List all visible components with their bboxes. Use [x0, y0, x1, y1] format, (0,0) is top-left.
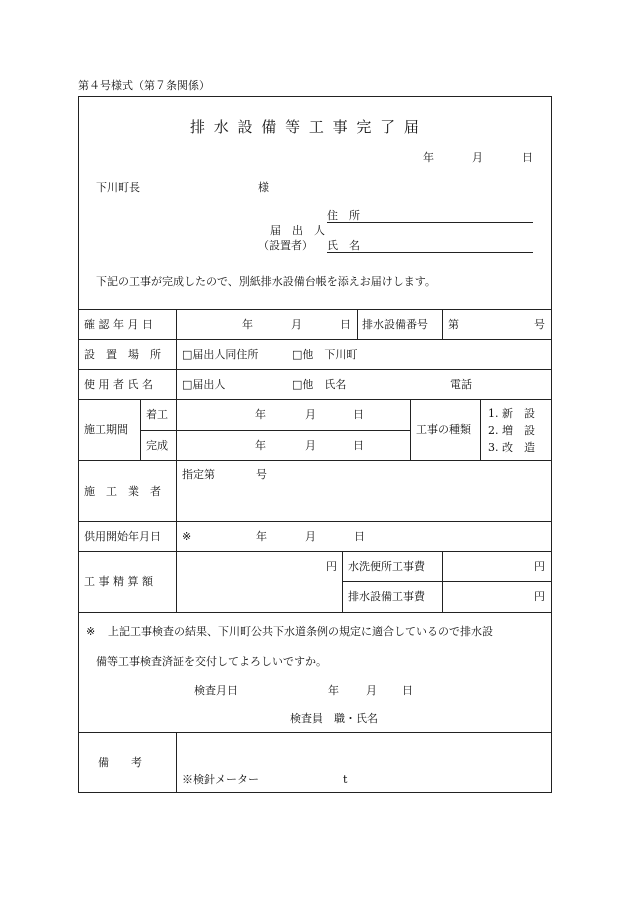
address-label: 住 所	[327, 209, 360, 222]
work-type-renovation[interactable]: 3. 改 造	[488, 441, 535, 454]
work-type-label: 工事の種類	[416, 423, 471, 436]
date-day-label: 日	[522, 151, 533, 164]
inspection-text-line1: 上記工事検査の結果、下川町公共下水道条例の規定に適合しているので排水設	[108, 625, 493, 638]
end-month-label[interactable]: 月	[305, 439, 316, 452]
installer-label: （設置者）	[258, 239, 313, 252]
start-label: 着工	[146, 408, 168, 421]
statement-text: 下記の工事が完成したので、別紙排水設備台帳を添えお届けします。	[96, 275, 436, 288]
confirm-month-label[interactable]: 月	[291, 318, 302, 331]
grid-line	[78, 369, 552, 370]
inspection-year[interactable]: 年	[328, 684, 339, 697]
end-year-label[interactable]: 年	[255, 439, 266, 452]
location-option-other[interactable]: □他 下川町	[292, 348, 358, 361]
drain-cost-label: 排水設備工事費	[348, 590, 425, 603]
name-label: 氏 名	[327, 239, 360, 252]
inspector-label[interactable]: 検査員 職・氏名	[290, 712, 378, 725]
contractor-label: 施 工 業 者	[84, 485, 161, 498]
end-day-label[interactable]: 日	[353, 439, 364, 452]
grid-line	[357, 309, 358, 339]
grid-line	[78, 339, 552, 340]
inspection-month[interactable]: 月	[366, 684, 377, 697]
grid-line	[78, 309, 552, 310]
cost-label: 工 事 精 算 額	[84, 575, 153, 588]
user-option-applicant[interactable]: □届出人	[182, 378, 226, 391]
inspection-day[interactable]: 日	[402, 684, 413, 697]
grid-line	[480, 399, 481, 460]
grid-line	[176, 732, 177, 793]
start-month-label[interactable]: 月	[305, 408, 316, 421]
name-field[interactable]	[327, 252, 533, 253]
addressee-name: 下川町長	[96, 181, 140, 194]
service-start-day[interactable]: 日	[354, 530, 365, 543]
remarks-label: 備 考	[98, 756, 142, 769]
applicant-label: 届 出 人	[270, 224, 325, 237]
inspection-text-line2: 備等工事検査済証を交付してよろしいですか。	[96, 655, 327, 668]
location-option-same-address[interactable]: □届出人同住所	[182, 348, 259, 361]
address-field[interactable]	[327, 222, 533, 223]
service-start-mark: ※	[182, 530, 192, 543]
designated-go-label: 号	[256, 468, 267, 481]
confirm-year-label[interactable]: 年	[242, 318, 253, 331]
grid-line	[78, 551, 552, 552]
drain-cost-yen[interactable]: 円	[534, 590, 545, 603]
date-year-label: 年	[423, 151, 434, 164]
number-dai-label[interactable]: 第	[448, 318, 459, 331]
addressee-honorific: 様	[258, 181, 269, 194]
start-day-label[interactable]: 日	[353, 408, 364, 421]
designated-label: 指定第	[182, 468, 215, 481]
start-year-label[interactable]: 年	[255, 408, 266, 421]
date-month-label: 月	[472, 151, 483, 164]
grid-line	[78, 732, 552, 733]
work-type-new[interactable]: 1. 新 設	[488, 407, 535, 420]
grid-line	[78, 460, 552, 461]
cost-yen[interactable]: 円	[326, 560, 337, 573]
service-start-label: 供用開始年月日	[84, 530, 161, 543]
end-label: 完成	[146, 439, 168, 452]
user-name-label: 使 用 者 氏 名	[84, 378, 153, 391]
user-option-other[interactable]: □他 氏名	[292, 378, 347, 391]
number-go-label: 号	[534, 318, 545, 331]
inspection-date-label: 検査月日	[194, 684, 238, 697]
grid-line	[442, 309, 443, 339]
flush-toilet-cost-label: 水洗便所工事費	[348, 560, 425, 573]
meter-unit: t	[343, 773, 348, 786]
grid-line	[410, 399, 411, 460]
service-start-month[interactable]: 月	[305, 530, 316, 543]
flush-toilet-cost-yen[interactable]: 円	[534, 560, 545, 573]
grid-line	[78, 612, 552, 613]
confirm-date-label: 確 認 年 月 日	[84, 318, 153, 331]
form-title: 排 水 設 備 等 工 事 完 了 届	[190, 118, 421, 136]
grid-line	[442, 551, 443, 612]
inspection-mark: ※	[86, 625, 96, 638]
service-start-year[interactable]: 年	[256, 530, 267, 543]
grid-line	[342, 581, 552, 582]
period-label: 施工期間	[84, 423, 128, 436]
work-type-extension[interactable]: 2. 増 設	[488, 424, 535, 437]
location-label: 設 置 場 所	[84, 348, 161, 361]
meter-label: ※検針メーター	[182, 773, 259, 786]
confirm-day-label[interactable]: 日	[340, 318, 351, 331]
grid-line	[176, 309, 177, 612]
grid-line	[342, 551, 343, 612]
grid-line	[78, 521, 552, 522]
grid-line	[140, 399, 141, 460]
form-number: 第４号様式（第７条関係）	[78, 79, 210, 92]
drain-number-label: 排水設備番号	[362, 318, 428, 331]
grid-line	[140, 430, 410, 431]
phone-label[interactable]: 電話	[450, 378, 472, 391]
